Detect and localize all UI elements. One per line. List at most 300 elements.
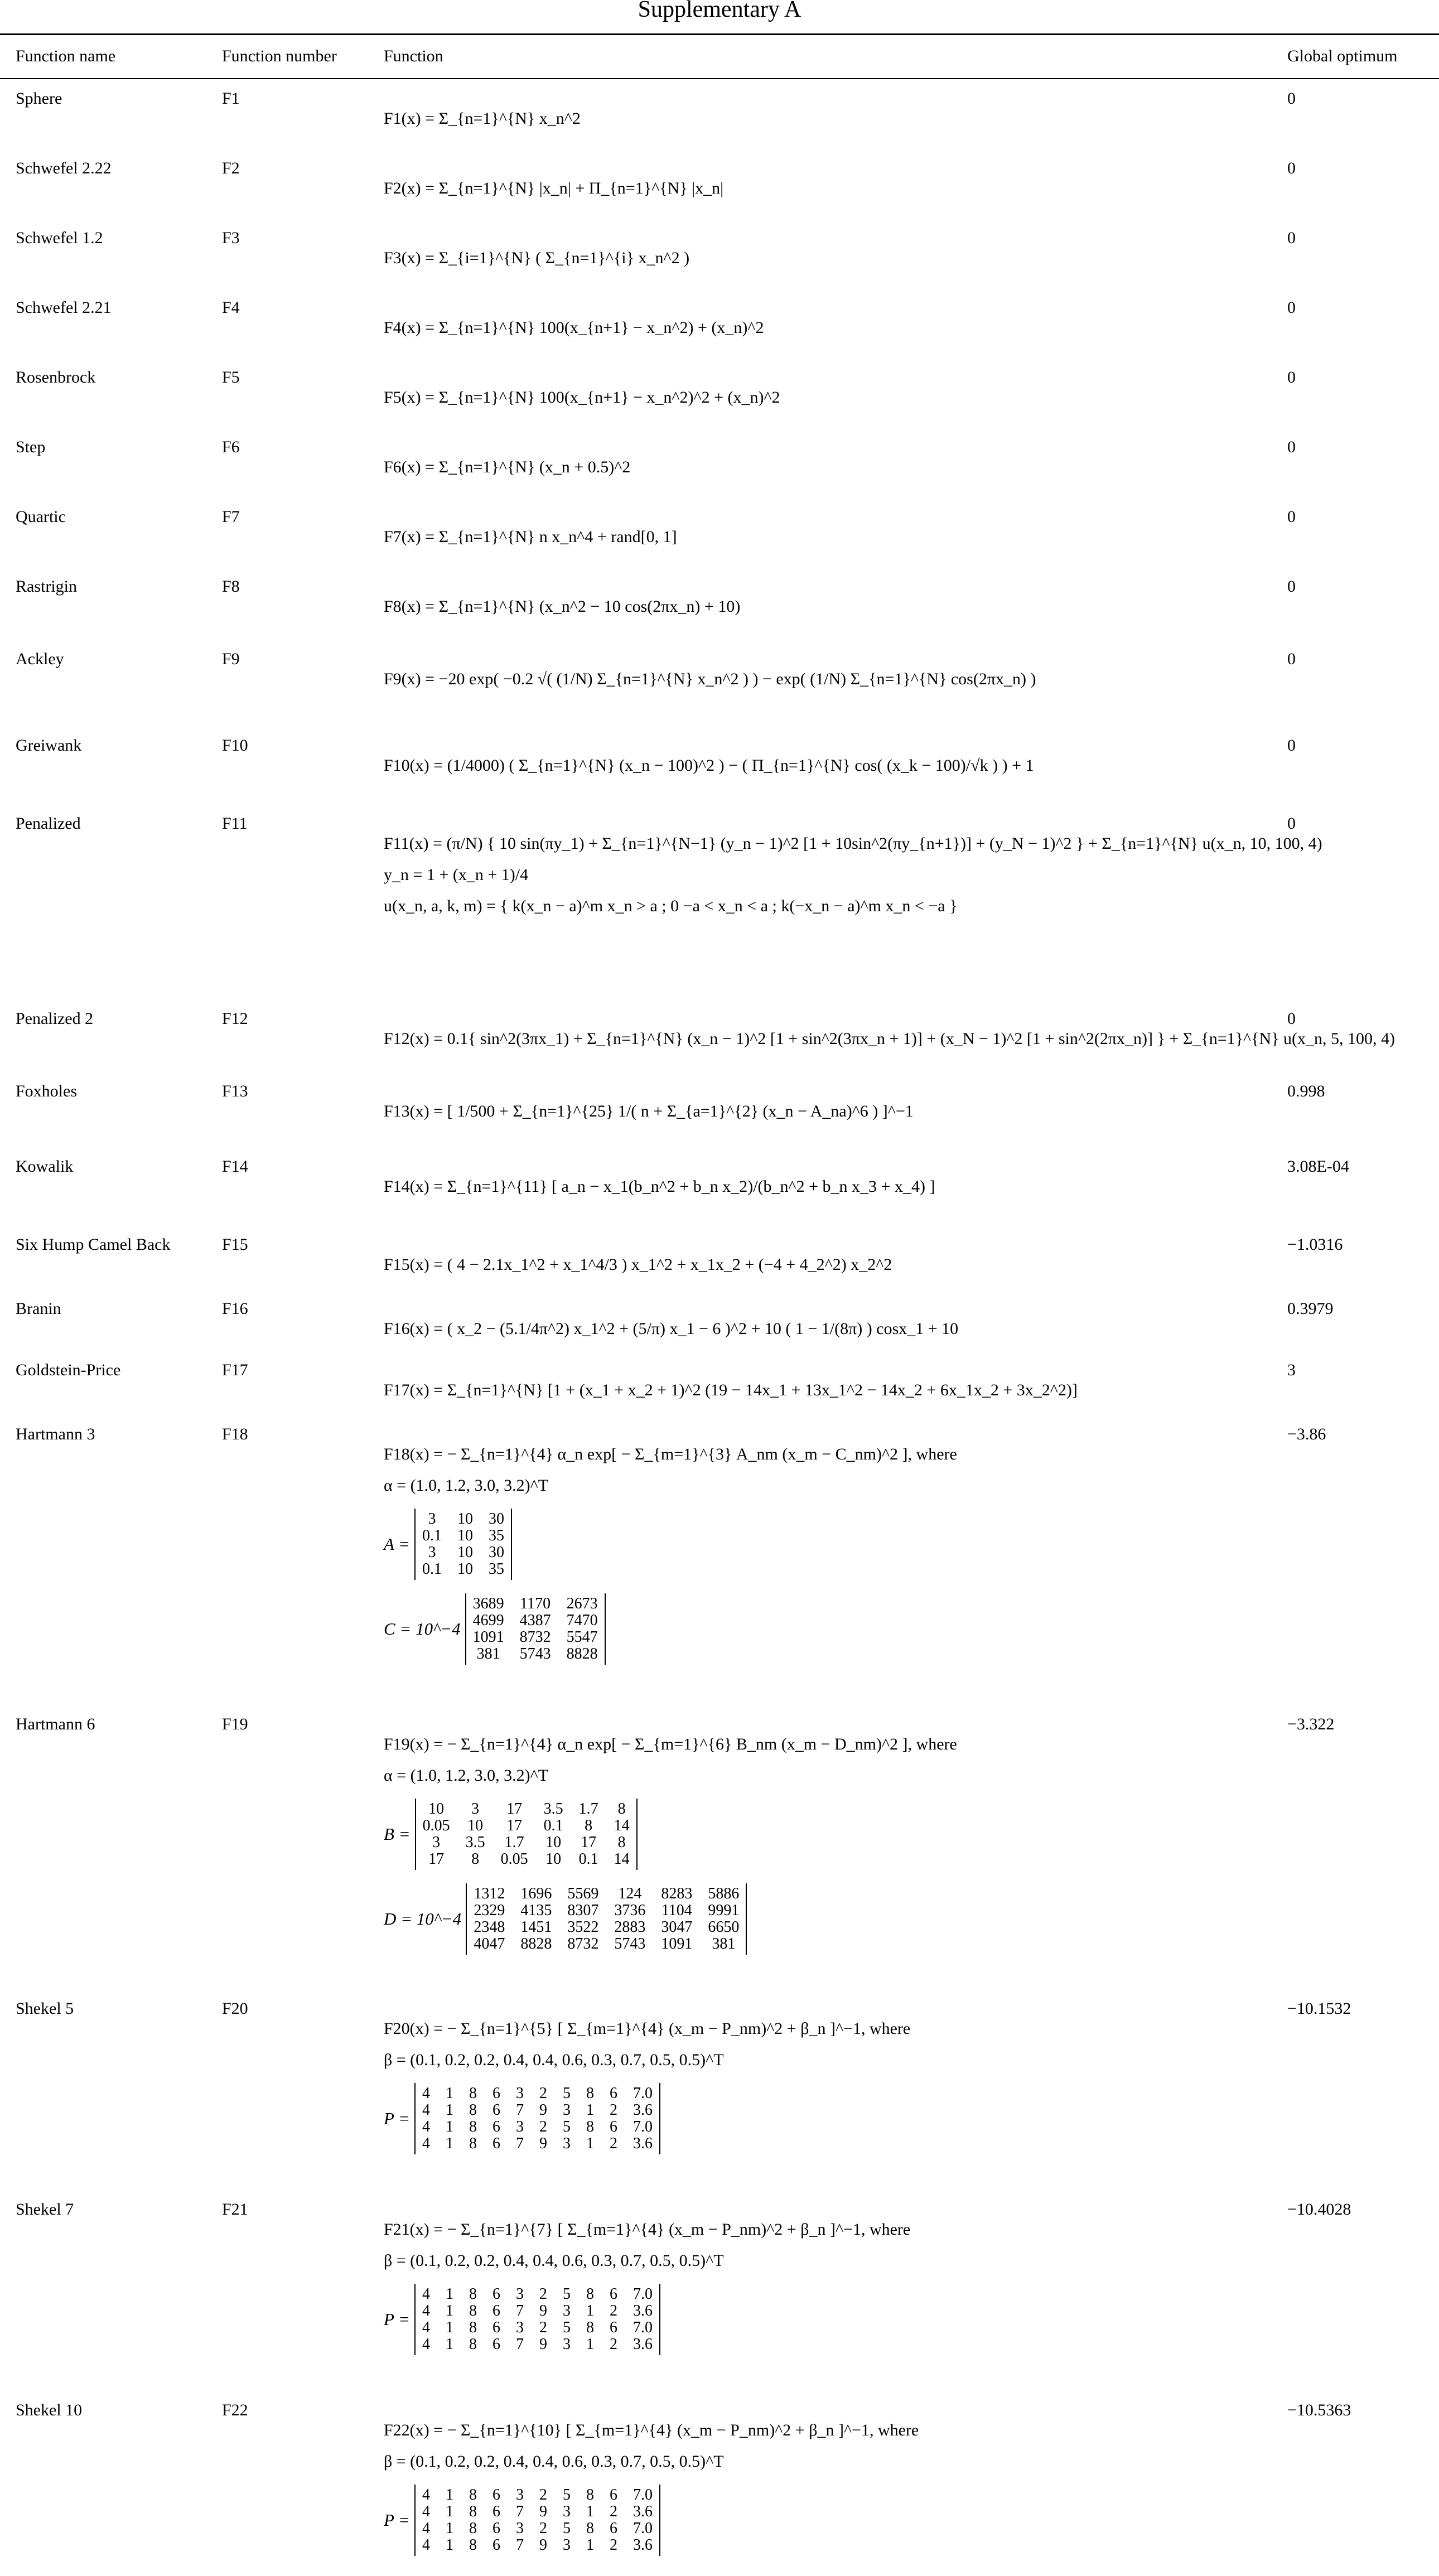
matrix-cell: 8 xyxy=(585,1817,593,1834)
function-formula xyxy=(384,670,1036,689)
matrix-cell: 7.0 xyxy=(633,2319,653,2336)
function-formula xyxy=(384,1445,957,1665)
global-optimum: 0.3979 xyxy=(1287,1299,1334,1318)
matrix-cell: 0.05 xyxy=(500,1850,528,1868)
matrix-cell: 3.6 xyxy=(633,2135,653,2152)
function-formula xyxy=(384,2421,919,2556)
global-optimum: −1.0316 xyxy=(1287,1235,1343,1254)
matrix-cell: 2 xyxy=(610,2336,618,2353)
global-optimum: 0 xyxy=(1287,508,1296,526)
matrix-cell: 3 xyxy=(563,2536,571,2554)
matrix-cell: 1312 xyxy=(474,1885,505,1902)
header-function-number: Function number xyxy=(222,47,337,65)
global-optimum: −3.86 xyxy=(1287,1425,1326,1443)
matrix-cell: 9 xyxy=(539,2135,548,2152)
matrix-cell: 5 xyxy=(563,2486,571,2503)
matrix-cell: 4 xyxy=(422,2118,431,2135)
matrix-cell: 4 xyxy=(422,2135,431,2152)
function-number: F19 xyxy=(222,1715,248,1733)
matrix-cell: 8 xyxy=(469,2302,477,2319)
matrix-cell: 9 xyxy=(539,2336,548,2353)
matrix-cell: 3 xyxy=(428,1510,436,1528)
matrix-cell: 1 xyxy=(586,2135,595,2152)
function-name: Rastrigin xyxy=(16,577,77,596)
matrix-cell: 30 xyxy=(489,1510,505,1528)
matrix-cell: 2348 xyxy=(474,1918,505,1936)
matrix-cell: 1451 xyxy=(520,1918,552,1936)
page-title: Supplementary A xyxy=(638,0,801,22)
global-optimum: −3.322 xyxy=(1287,1715,1335,1733)
matrix-cell: 6 xyxy=(610,2285,618,2303)
header-global-optimum: Global optimum xyxy=(1287,47,1398,65)
matrix-cell: 6 xyxy=(492,2336,501,2353)
matrix-cell: 10 xyxy=(457,1544,474,1561)
matrix-cell: 4 xyxy=(422,2085,431,2102)
matrix-cell: 1 xyxy=(446,2101,454,2119)
matrix-cell: 3.6 xyxy=(633,2503,653,2520)
matrix-cell: 0.1 xyxy=(422,1560,442,1578)
matrix-cell: 8 xyxy=(469,2520,477,2537)
matrix-cell: 1104 xyxy=(661,1902,692,1919)
matrix-cell: 8 xyxy=(469,2101,477,2119)
formula-line: F18(x) = − Σ_{n=1}^{4} α_n exp[ − Σ_{m=1}^{3} A_nm (x_m − C_nm)^2 ], where xyxy=(384,1445,957,1463)
function-number: F13 xyxy=(222,1082,248,1100)
matrix-cell: 4135 xyxy=(520,1902,552,1919)
matrix-cell: 6 xyxy=(492,2319,501,2336)
matrix-cell: 0.1 xyxy=(578,1850,598,1868)
matrix-cell: 124 xyxy=(618,1885,642,1902)
function-name: Goldstein-Price xyxy=(16,1361,121,1379)
function-number: F22 xyxy=(222,2401,248,2419)
matrix-cell: 8 xyxy=(586,2520,595,2537)
matrix-cell: 3 xyxy=(516,2285,524,2303)
function-number: F11 xyxy=(222,814,248,833)
function-formula xyxy=(384,1320,958,1338)
matrix-cell: 4 xyxy=(422,2503,431,2520)
matrix-cell: 5 xyxy=(563,2085,571,2102)
matrix-cell: 8 xyxy=(471,1850,480,1868)
function-name: Rosenbrock xyxy=(16,368,96,386)
matrix-cell: 9 xyxy=(539,2503,548,2520)
matrix-cell: 1 xyxy=(446,2520,454,2537)
function-name: Schwefel 2.22 xyxy=(16,159,112,177)
matrix-cell: 4387 xyxy=(519,1612,551,1629)
matrix-label: P = xyxy=(384,2109,411,2128)
function-name: Branin xyxy=(16,1299,61,1318)
matrix-cell: 8 xyxy=(586,2486,595,2503)
matrix-cell: 2 xyxy=(539,2520,548,2537)
matrix-block xyxy=(384,2284,910,2355)
matrix-cell: 3047 xyxy=(661,1918,693,1936)
matrix-block xyxy=(384,1799,957,1870)
global-optimum: 0 xyxy=(1287,89,1296,108)
matrix-cell: 10 xyxy=(457,1560,474,1578)
function-number: F7 xyxy=(222,508,240,526)
formula-line: F11(x) = (π/N) { 10 sin(πy_1) + Σ_{n=1}^{N−1} (y_n − 1)^2 [1 + 10sin^2(πy_{n+1})] + (y_N − 1)^2 } + Σ_{n=1}^{N} u(x_n, 10, 100, 4) xyxy=(384,834,1322,853)
matrix-cell: 10 xyxy=(545,1850,562,1868)
formula-line: y_n = 1 + (x_n + 1)/4 xyxy=(384,866,529,884)
function-name: Sphere xyxy=(16,89,62,108)
matrix-cell: 8732 xyxy=(567,1935,599,1952)
matrix-cell: 1 xyxy=(446,2302,454,2319)
global-optimum: 0 xyxy=(1287,159,1296,177)
matrix-cell: 3522 xyxy=(567,1918,599,1936)
matrix-cell: 1170 xyxy=(520,1595,551,1612)
matrix-cell: 17 xyxy=(581,1834,597,1851)
formula-line: F3(x) = Σ_{i=1}^{N} ( Σ_{n=1}^{i} x_n^2 ) xyxy=(384,249,690,267)
global-optimum: −10.1532 xyxy=(1287,1999,1351,2018)
matrix-cell: 2673 xyxy=(566,1595,598,1612)
matrix-cell: 10 xyxy=(428,1800,445,1818)
formula-line: α = (1.0, 1.2, 3.0, 3.2)^T xyxy=(384,1476,549,1495)
function-name: Hartmann 6 xyxy=(16,1715,95,1733)
matrix-cell: 1 xyxy=(446,2118,454,2135)
matrix-cell: 8 xyxy=(469,2135,477,2152)
header-rule xyxy=(0,78,1439,79)
matrix-cell: 3.5 xyxy=(543,1800,563,1818)
matrix-cell: 2 xyxy=(610,2302,618,2319)
function-name: Shekel 10 xyxy=(16,2401,83,2419)
matrix-cell: 2 xyxy=(539,2085,548,2102)
formula-line: F9(x) = −20 exp( −0.2 √( (1/N) Σ_{n=1}^{N} x_n^2 ) ) − exp( (1/N) Σ_{n=1}^{N} cos(2πx_n) ) xyxy=(384,670,1036,688)
matrix-cell: 1091 xyxy=(661,1935,693,1952)
global-optimum: 0 xyxy=(1287,1009,1296,1028)
matrix-cell: 7470 xyxy=(566,1612,598,1629)
matrix xyxy=(414,2083,660,2154)
function-name: Schwefel 1.2 xyxy=(16,229,103,247)
formula-line: u(x_n, a, k, m) = { k(x_n − a)^m x_n > a ; 0 −a < x_n < a ; k(−x_n − a)^m x_n < −a } xyxy=(384,897,958,915)
function-name: Ackley xyxy=(16,650,64,668)
matrix-cell: 6 xyxy=(492,2520,501,2537)
matrix-cell: 2 xyxy=(539,2285,548,2303)
function-formula xyxy=(384,109,581,128)
matrix-cell: 9 xyxy=(539,2536,548,2554)
matrix-cell: 3.6 xyxy=(633,2336,653,2353)
function-number: F4 xyxy=(222,298,240,317)
matrix-cell: 8 xyxy=(469,2536,477,2554)
matrix xyxy=(414,2485,660,2556)
global-optimum: 0 xyxy=(1287,650,1296,668)
matrix-cell: 8 xyxy=(469,2486,477,2503)
function-formula xyxy=(384,458,630,477)
matrix-cell: 14 xyxy=(614,1817,630,1834)
matrix xyxy=(414,1509,512,1580)
function-formula xyxy=(384,756,1034,775)
matrix-cell: 4 xyxy=(422,2285,431,2303)
matrix-cell: 1 xyxy=(586,2302,595,2319)
function-number: F15 xyxy=(222,1235,248,1254)
function-name: Penalized xyxy=(16,814,81,833)
matrix-block xyxy=(384,1883,957,1955)
function-name: Penalized 2 xyxy=(16,1009,94,1028)
matrix-block xyxy=(384,2485,919,2556)
matrix-cell: 7.0 xyxy=(633,2085,653,2102)
matrix-label: D = 10^−4 xyxy=(384,1909,462,1929)
matrix-cell: 1091 xyxy=(472,1628,504,1646)
formula-line: F7(x) = Σ_{n=1}^{N} n x_n^4 + rand[0, 1] xyxy=(384,528,677,546)
matrix-cell: 6 xyxy=(610,2085,618,2102)
function-name: Hartmann 3 xyxy=(16,1425,95,1443)
matrix-cell: 4 xyxy=(422,2520,431,2537)
function-formula xyxy=(384,1030,1395,1048)
function-number: F10 xyxy=(222,736,248,755)
matrix-cell: 3 xyxy=(563,2101,571,2119)
matrix-cell: 3 xyxy=(563,2135,571,2152)
matrix-cell: 6 xyxy=(492,2101,501,2119)
matrix-cell: 6 xyxy=(492,2135,501,2152)
formula-line: F14(x) = Σ_{n=1}^{11} [ a_n − x_1(b_n^2 + b_n x_2)/(b_n^2 + b_n x_3 + x_4) ] xyxy=(384,1177,935,1196)
matrix-cell: 4047 xyxy=(474,1935,505,1952)
matrix-cell: 2 xyxy=(539,2118,548,2135)
formula-line: β = (0.1, 0.2, 0.2, 0.4, 0.4, 0.6, 0.3, 0.7, 0.5, 0.5)^T xyxy=(384,2251,724,2270)
matrix-cell: 3 xyxy=(471,1800,480,1818)
matrix-cell: 8 xyxy=(617,1800,626,1818)
matrix-cell: 9 xyxy=(539,2302,548,2319)
matrix-cell: 4 xyxy=(422,2302,431,2319)
formula-line: F13(x) = [ 1/500 + Σ_{n=1}^{25} 1/( n + Σ_{a=1}^{2} (x_n − A_na)^6 ) ]^−1 xyxy=(384,1102,914,1120)
matrix-cell: 1 xyxy=(446,2486,454,2503)
formula-line: F6(x) = Σ_{n=1}^{N} (x_n + 0.5)^2 xyxy=(384,458,631,476)
function-number: F1 xyxy=(222,89,240,108)
matrix-cell: 7.0 xyxy=(633,2118,653,2135)
function-number: F6 xyxy=(222,438,240,456)
matrix-cell: 3 xyxy=(428,1544,436,1561)
function-formula xyxy=(384,1102,914,1121)
function-formula xyxy=(384,1255,892,1274)
function-formula xyxy=(384,597,740,616)
function-number: F2 xyxy=(222,159,240,177)
matrix-cell: 1 xyxy=(446,2285,454,2303)
matrix-cell: 1 xyxy=(586,2101,595,2119)
matrix-cell: 6 xyxy=(492,2285,501,2303)
matrix-cell: 6 xyxy=(492,2118,501,2135)
function-formula xyxy=(384,249,689,268)
matrix-cell: 3 xyxy=(516,2319,524,2336)
matrix-cell: 1 xyxy=(446,2336,454,2353)
function-formula xyxy=(384,1735,957,1955)
matrix-cell: 7 xyxy=(516,2503,524,2520)
matrix-cell: 3 xyxy=(516,2520,524,2537)
matrix-cell: 6 xyxy=(492,2503,501,2520)
function-name: Shekel 5 xyxy=(16,1999,74,2018)
function-number: F17 xyxy=(222,1361,248,1379)
matrix-cell: 8828 xyxy=(520,1935,552,1952)
matrix-cell: 2 xyxy=(539,2486,548,2503)
matrix-cell: 2 xyxy=(610,2135,618,2152)
matrix-cell: 7.0 xyxy=(633,2520,653,2537)
function-number: F9 xyxy=(222,650,240,668)
matrix-cell: 1 xyxy=(446,2319,454,2336)
matrix-cell: 7 xyxy=(516,2101,524,2119)
formula-line: F20(x) = − Σ_{n=1}^{5} [ Σ_{m=1}^{4} (x_m − P_nm)^2 + β_n ]^−1, where xyxy=(384,2019,911,2038)
function-formula xyxy=(384,318,764,337)
formula-line: F22(x) = − Σ_{n=1}^{10} [ Σ_{m=1}^{4} (x_m − P_nm)^2 + β_n ]^−1, where xyxy=(384,2421,919,2439)
matrix-cell: 2 xyxy=(610,2101,618,2119)
matrix-cell: 35 xyxy=(489,1560,505,1578)
function-number: F14 xyxy=(222,1157,248,1176)
matrix-cell: 8 xyxy=(469,2319,477,2336)
formula-line: F5(x) = Σ_{n=1}^{N} 100(x_{n+1} − x_n^2)^2 + (x_n)^2 xyxy=(384,388,780,407)
function-name: Step xyxy=(16,438,46,456)
matrix-cell: 4 xyxy=(422,2486,431,2503)
matrix-cell: 1 xyxy=(586,2536,595,2554)
matrix-label: P = xyxy=(384,2510,411,2530)
header-function: Function xyxy=(384,47,443,65)
matrix-cell: 8 xyxy=(469,2085,477,2102)
matrix-cell: 9 xyxy=(539,2101,548,2119)
matrix-cell: 5886 xyxy=(708,1885,740,1902)
function-formula xyxy=(384,388,780,407)
function-formula xyxy=(384,1381,1078,1400)
matrix-cell: 4 xyxy=(422,2101,431,2119)
matrix-cell: 8 xyxy=(586,2118,595,2135)
function-name: Foxholes xyxy=(16,1082,78,1100)
matrix-cell: 3736 xyxy=(614,1902,646,1919)
matrix-cell: 1.7 xyxy=(504,1834,524,1851)
matrix xyxy=(466,1883,747,1955)
matrix-cell: 6 xyxy=(492,2536,501,2554)
matrix-cell: 2 xyxy=(539,2319,548,2336)
formula-line: β = (0.1, 0.2, 0.2, 0.4, 0.4, 0.6, 0.3, 0.7, 0.5, 0.5)^T xyxy=(384,2051,724,2069)
matrix-cell: 6 xyxy=(610,2319,618,2336)
formula-line: α = (1.0, 1.2, 3.0, 3.2)^T xyxy=(384,1766,549,1785)
matrix-cell: 6 xyxy=(492,2085,501,2102)
matrix-cell: 8 xyxy=(469,2118,477,2135)
matrix-cell: 10 xyxy=(467,1817,484,1834)
header-function-name: Function name xyxy=(16,47,116,65)
function-number: F8 xyxy=(222,577,240,596)
matrix-cell: 3.6 xyxy=(633,2101,653,2119)
matrix-cell: 8732 xyxy=(519,1628,551,1646)
matrix-cell: 2883 xyxy=(614,1918,646,1936)
top-rule xyxy=(0,33,1439,35)
matrix xyxy=(415,1799,638,1870)
matrix-cell: 7 xyxy=(516,2336,524,2353)
matrix-cell: 8307 xyxy=(567,1902,599,1919)
matrix-cell: 1 xyxy=(446,2085,454,2102)
global-optimum: 0 xyxy=(1287,814,1296,833)
matrix-cell: 10 xyxy=(545,1834,562,1851)
formula-line: F17(x) = Σ_{n=1}^{N} [1 + (x_1 + x_2 + 1)^2 (19 − 14x_1 + 13x_1^2 − 14x_2 + 6x_1x_2 + 3x_2^2)] xyxy=(384,1381,1078,1399)
matrix-cell: 6650 xyxy=(708,1918,740,1936)
function-number: F12 xyxy=(222,1009,248,1028)
function-name: Schwefel 2.21 xyxy=(16,298,112,317)
matrix-cell: 1 xyxy=(446,2135,454,2152)
formula-line: F21(x) = − Σ_{n=1}^{7} [ Σ_{m=1}^{4} (x_m − P_nm)^2 + β_n ]^−1, where xyxy=(384,2220,911,2239)
global-optimum: 3 xyxy=(1287,1361,1296,1379)
formula-line: β = (0.1, 0.2, 0.2, 0.4, 0.4, 0.6, 0.3, 0.7, 0.5, 0.5)^T xyxy=(384,2452,724,2471)
matrix-cell: 7 xyxy=(516,2302,524,2319)
matrix-cell: 2 xyxy=(610,2536,618,2554)
matrix-cell: 7.0 xyxy=(633,2285,653,2303)
matrix-cell: 3 xyxy=(563,2336,571,2353)
matrix xyxy=(414,2284,660,2355)
matrix-cell: 1 xyxy=(446,2503,454,2520)
function-name: Greiwank xyxy=(16,736,82,755)
function-name: Shekel 7 xyxy=(16,2200,74,2219)
matrix-block xyxy=(384,1593,957,1665)
matrix-cell: 17 xyxy=(428,1850,445,1868)
matrix-cell: 17 xyxy=(506,1817,523,1834)
matrix-cell: 3 xyxy=(563,2503,571,2520)
formula-line: F10(x) = (1/4000) ( Σ_{n=1}^{N} (x_n − 100)^2 ) − ( Π_{n=1}^{N} cos( (x_k − 100)/√k ) ) + 1 xyxy=(384,756,1034,775)
matrix-cell: 8 xyxy=(469,2503,477,2520)
global-optimum: −10.5363 xyxy=(1287,2401,1351,2419)
matrix-cell: 14 xyxy=(614,1850,630,1868)
matrix-cell: 9991 xyxy=(708,1902,740,1919)
global-optimum: 0 xyxy=(1287,229,1296,247)
function-formula xyxy=(384,179,723,198)
global-optimum: 0 xyxy=(1287,298,1296,317)
matrix-cell: 1 xyxy=(586,2503,595,2520)
matrix-cell: 5 xyxy=(563,2319,571,2336)
formula-line: F12(x) = 0.1{ sin^2(3πx_1) + Σ_{n=1}^{N} (x_n − 1)^2 [1 + sin^2(3πx_n + 1)] + (x_N − 1)^2 [1 + sin^2(2πx_n)] } + Σ_{n=1}^{N} u(x_n, 5, 100, 4) xyxy=(384,1030,1395,1048)
function-number: F16 xyxy=(222,1299,248,1318)
formula-line: F2(x) = Σ_{n=1}^{N} |x_n| + Π_{n=1}^{N} |x_n| xyxy=(384,179,724,197)
function-number: F21 xyxy=(222,2200,248,2219)
matrix-cell: 4 xyxy=(422,2536,431,2554)
matrix-cell: 8 xyxy=(586,2319,595,2336)
matrix-label: C = 10^−4 xyxy=(384,1619,461,1639)
global-optimum: −10.4028 xyxy=(1287,2200,1351,2219)
matrix-cell: 3 xyxy=(432,1834,441,1851)
global-optimum: 3.08E-04 xyxy=(1287,1157,1349,1176)
matrix-cell: 3.6 xyxy=(633,2536,653,2554)
matrix-cell: 0.1 xyxy=(422,1527,442,1544)
matrix-cell: 0.1 xyxy=(543,1817,563,1834)
matrix-cell: 30 xyxy=(489,1544,505,1561)
matrix-cell: 7.0 xyxy=(633,2486,653,2503)
function-number: F5 xyxy=(222,368,240,386)
function-number: F20 xyxy=(222,1999,248,2018)
function-number: F3 xyxy=(222,229,240,247)
global-optimum: 0 xyxy=(1287,368,1296,386)
matrix-cell: 3 xyxy=(563,2302,571,2319)
global-optimum: 0 xyxy=(1287,736,1296,755)
formula-line: F19(x) = − Σ_{n=1}^{4} α_n exp[ − Σ_{m=1}^{6} B_nm (x_m − D_nm)^2 ], where xyxy=(384,1735,957,1753)
matrix-cell: 5 xyxy=(563,2118,571,2135)
matrix-cell: 10 xyxy=(457,1527,474,1544)
matrix-cell: 10 xyxy=(457,1510,474,1528)
matrix-cell: 3 xyxy=(516,2486,524,2503)
matrix-cell: 1 xyxy=(446,2536,454,2554)
matrix-cell: 7 xyxy=(516,2135,524,2152)
matrix-cell: 5547 xyxy=(566,1628,598,1646)
formula-line: F16(x) = ( x_2 − (5.1/4π^2) x_1^2 + (5/π) x_1 − 6 )^2 + 10 ( 1 − 1/(8π) ) cosx_1 + 10 xyxy=(384,1320,959,1338)
matrix-cell: 3.6 xyxy=(633,2302,653,2319)
matrix-cell: 8 xyxy=(469,2285,477,2303)
matrix-cell: 8 xyxy=(586,2085,595,2102)
matrix-cell: 5 xyxy=(563,2520,571,2537)
matrix-cell: 6 xyxy=(492,2486,501,2503)
matrix-block xyxy=(384,2083,910,2154)
function-name: Six Hump Camel Back xyxy=(16,1235,171,1254)
matrix-cell: 5743 xyxy=(614,1935,646,1952)
matrix-cell: 8 xyxy=(469,2336,477,2353)
matrix-cell: 5 xyxy=(563,2285,571,2303)
function-formula xyxy=(384,528,677,547)
matrix-block xyxy=(384,1509,957,1580)
matrix-cell: 4 xyxy=(422,2319,431,2336)
matrix-cell: 3689 xyxy=(472,1595,504,1612)
matrix-cell: 8 xyxy=(586,2285,595,2303)
function-formula xyxy=(384,2220,910,2355)
matrix-cell: 35 xyxy=(489,1527,505,1544)
function-formula xyxy=(384,834,1322,916)
matrix-cell: 1 xyxy=(586,2336,595,2353)
global-optimum: 0.998 xyxy=(1287,1082,1325,1100)
matrix-label: A = xyxy=(384,1534,411,1554)
